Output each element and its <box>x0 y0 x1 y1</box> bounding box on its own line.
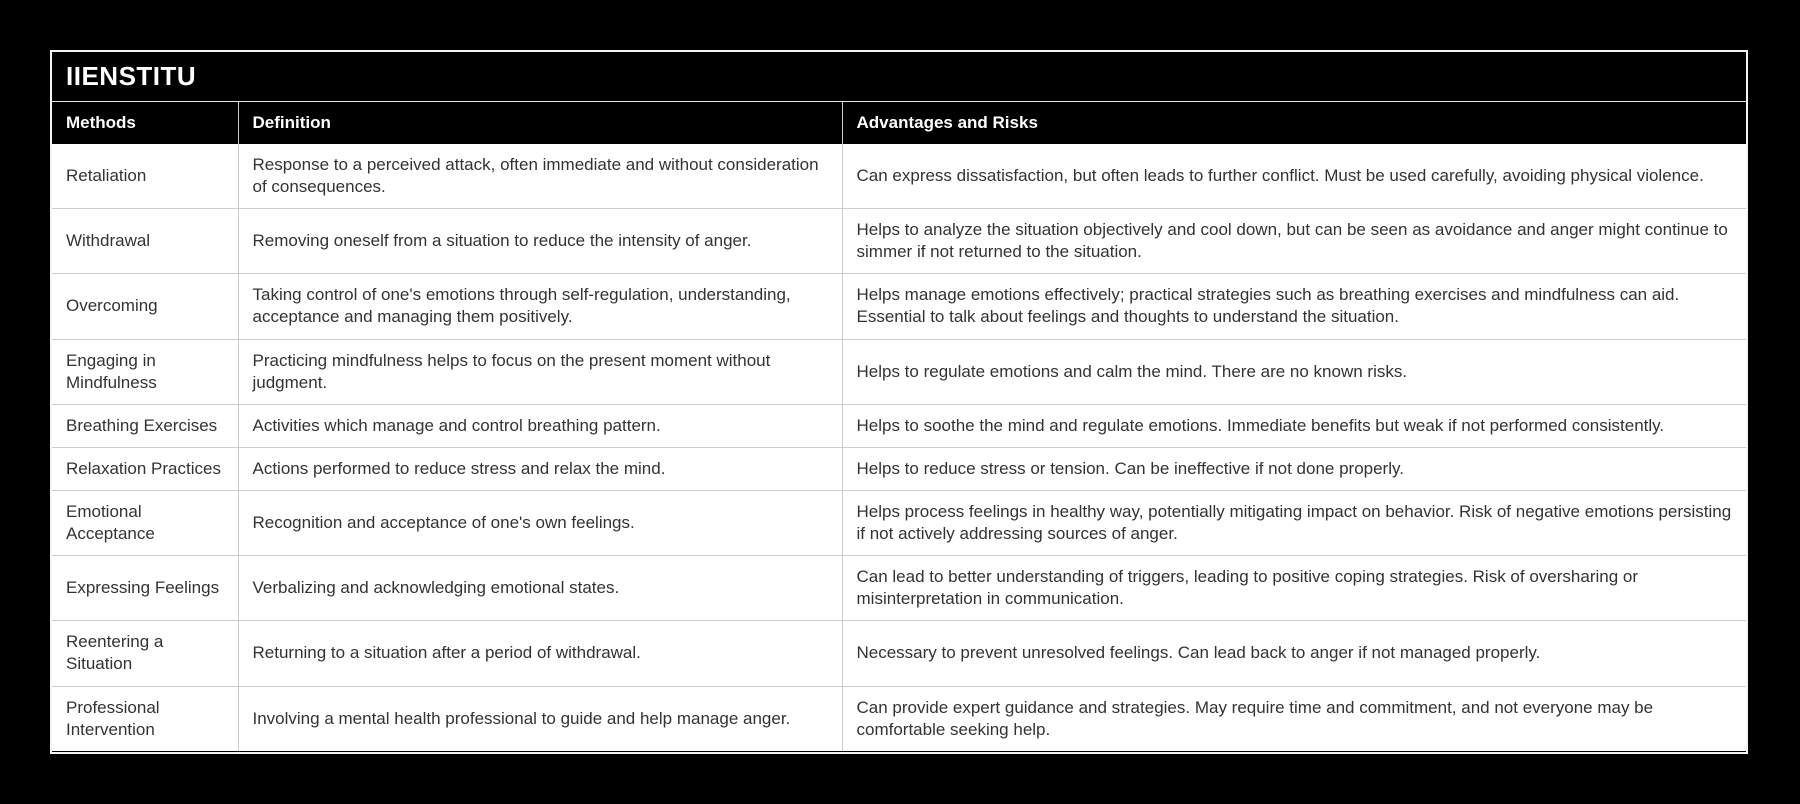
definition-cell: Involving a mental health professional to guide and help manage anger. <box>238 686 842 751</box>
advantages-risks-cell: Can lead to better understanding of triggers, leading to positive coping strategies. Risk of oversharing or misinterpretation in communication. <box>842 556 1746 621</box>
method-cell: Professional Intervention <box>52 686 238 751</box>
table-row <box>52 209 1746 274</box>
column-header-definition: Definition <box>238 102 842 144</box>
table-row <box>52 556 1746 621</box>
table-row <box>52 144 1746 209</box>
method-cell: Engaging in Mindfulness <box>52 339 238 404</box>
method-cell: Overcoming <box>52 274 238 339</box>
table-row <box>52 621 1746 686</box>
advantages-risks-cell: Can provide expert guidance and strategies. May require time and commitment, and not everyone may be comfortable seeking help. <box>842 686 1746 751</box>
brand-header <box>52 52 1746 102</box>
advantages-risks-cell: Can express dissatisfaction, but often leads to further conflict. Must be used carefully, avoiding physical violence. <box>842 144 1746 209</box>
table-header-row <box>52 102 1746 144</box>
advantages-risks-cell: Helps to reduce stress or tension. Can be ineffective if not done properly. <box>842 447 1746 490</box>
advantages-risks-cell: Helps to analyze the situation objectively and cool down, but can be seen as avoidance and anger might continue to simmer if not returned to the situation. <box>842 209 1746 274</box>
method-cell: Breathing Exercises <box>52 404 238 447</box>
definition-cell: Verbalizing and acknowledging emotional states. <box>238 556 842 621</box>
column-header-advantages-risks: Advantages and Risks <box>842 102 1746 144</box>
table-row <box>52 339 1746 404</box>
table-row <box>52 447 1746 490</box>
table-row <box>52 274 1746 339</box>
definition-cell: Recognition and acceptance of one's own feelings. <box>238 490 842 555</box>
brand-title: IIENSTITU <box>66 61 197 91</box>
definition-cell: Activities which manage and control breathing pattern. <box>238 404 842 447</box>
method-cell: Reentering a Situation <box>52 621 238 686</box>
anger-methods-table <box>52 102 1746 751</box>
column-header-methods: Methods <box>52 102 238 144</box>
method-cell: Withdrawal <box>52 209 238 274</box>
advantages-risks-cell: Necessary to prevent unresolved feelings. Can lead back to anger if not managed properly. <box>842 621 1746 686</box>
method-cell: Expressing Feelings <box>52 556 238 621</box>
advantages-risks-cell: Helps process feelings in healthy way, potentially mitigating impact on behavior. Risk of negative emotions persisting if not actively addressing sources of anger. <box>842 490 1746 555</box>
advantages-risks-cell: Helps to regulate emotions and calm the mind. There are no known risks. <box>842 339 1746 404</box>
definition-cell: Practicing mindfulness helps to focus on the present moment without judgment. <box>238 339 842 404</box>
content-card <box>50 50 1748 754</box>
table-row <box>52 686 1746 751</box>
definition-cell: Response to a perceived attack, often immediate and without consideration of consequences. <box>238 144 842 209</box>
method-cell: Retaliation <box>52 144 238 209</box>
table-row <box>52 490 1746 555</box>
method-cell: Emotional Acceptance <box>52 490 238 555</box>
advantages-risks-cell: Helps manage emotions effectively; practical strategies such as breathing exercises and mindfulness can aid. Essential to talk about feelings and thoughts to understand the situation. <box>842 274 1746 339</box>
table-row <box>52 404 1746 447</box>
definition-cell: Taking control of one's emotions through self-regulation, understanding, acceptance and managing them positively. <box>238 274 842 339</box>
definition-cell: Actions performed to reduce stress and relax the mind. <box>238 447 842 490</box>
definition-cell: Returning to a situation after a period of withdrawal. <box>238 621 842 686</box>
advantages-risks-cell: Helps to soothe the mind and regulate emotions. Immediate benefits but weak if not performed consistently. <box>842 404 1746 447</box>
method-cell: Relaxation Practices <box>52 447 238 490</box>
definition-cell: Removing oneself from a situation to reduce the intensity of anger. <box>238 209 842 274</box>
